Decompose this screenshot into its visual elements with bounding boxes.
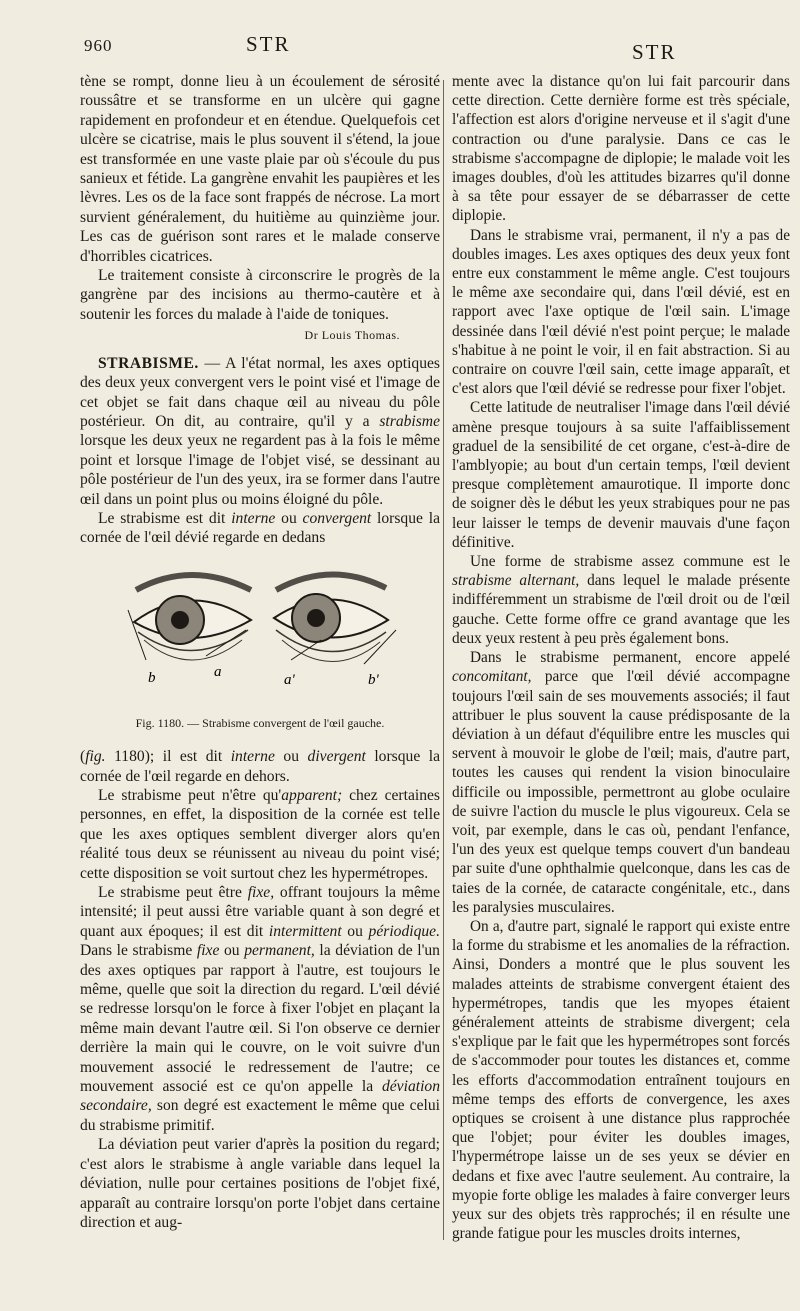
right-eye xyxy=(274,594,388,662)
paragraph: On a, d'autre part, signalé le rapport qui existe entre la forme du strabisme et les anomalies de la réfraction. Ainsi, Donders a montré que le plus souvent les malades atteints de strabisme convergent étaient des hypermétropes, tandis que les myopes étaient généralement atteints de strabisme divergent; cela s'explique par le fait que les hypermétropes sont forcés de s'accommoder pour toutes les distances et, comme les efforts d'accommodation entraînent toujours en même temps des efforts de convergence, les axes optiques se croisent à une distance plus rapprochée que l'objet; pour éviter les doubles images, l'hypermétrope laisse un de ses yeux se dévier en dedans et fixe avec l'autre seulement. Au contraire, la myopie forte oblige les malades à faire converger leurs yeux sur des objets très rapprochés; il en résulte une grande fatigue pour les muscles droits internes, xyxy=(452,917,790,1243)
column-rule xyxy=(443,80,444,1240)
running-head xyxy=(0,32,800,62)
eyes-illustration xyxy=(116,560,406,710)
paragraph: Le strabisme est dit interne ou convergent lorsque la cornée de l'œil dévié regarde en dedans xyxy=(80,509,440,547)
author-signature: Dr Louis Thomas. xyxy=(304,328,400,343)
paragraph: Cette latitude de neutraliser l'image dans l'œil dévié amène presque toujours à sa suite l'affaiblissement graduel de la sensibilité de cet organe, c'est-à-dire de l'amblyopie; au bout d'un certain temps, l'œil devient presque complètement amaurotique. Il importe donc de soigner dès le début les yeux strabiques pour ne pas leur laisser le temps de devenir mauvais d'une façon définitive. xyxy=(452,399,790,551)
entry-title: STRABISME. xyxy=(98,354,199,372)
paragraph: Le strabisme peut être fixe, offrant toujours la même intensité; il peut aussi être variable quant à son degré et quant aux époques; il est dit intermittent ou périodique. Dans le strabisme fixe ou permanent, la déviation de l'un des axes optiques par rapport à l'autre, est toujours le même, quelle que soit la direction du regard. L'œil dévié se redresse lorsqu'on le force à fixer l'objet en plaçant la même main devant l'autre œil. Si l'on observe ce dernier derrière la main qui le couvre, on le voit suivre d'un mouvement associé le redressement de l'autre; ce mouvement associé est ce qu'on appelle la déviation secondaire, son degré est exactement le même que celui du strabisme primitif. xyxy=(80,884,440,1134)
paragraph: tène se rompt, donne lieu à un écoulement de sérosité roussâtre et se transforme en un ulcère qui gagne rapidement en profondeur et en étendue. Quelquefois cet ulcère se cicatrise, mais le plus souvent il s'étend, la joue est transformée en une vaste plaie par où s'écoule du pus sanieux et fétide. La gangrène envahit les paupières et les lèvres. Les os de la face sont frappés de nécrose. La mort survient généralement, du huitième au quinzième jour. Les cas de guérison sont rares et le malade conserve d'horribles cicatrices. xyxy=(80,73,440,265)
paragraph: Le traitement consiste à circonscrire le progrès de la gangrène par des incisions au thermo-cautère et à soutenir les forces du malade à l'aide de toniques. xyxy=(80,267,440,323)
paragraph: La déviation peut varier d'après la position du regard; c'est alors le strabisme à angle variable dans lequel la déviation, nulle pour certaines positions de l'objet fixé, apparaît au contraire lorsqu'on porte l'objet dans certaine direction et aug- xyxy=(80,1136,440,1231)
figure-label-b: b xyxy=(148,669,156,686)
left-column xyxy=(80,72,440,1232)
figure-label-b-prime: b' xyxy=(368,671,379,688)
paragraph: Dans le strabisme permanent, encore appelé concomitant, parce que l'œil dévié accompagne toujours l'œil sain de ses mouvements associés; il faut attribuer le plus souvent la cause prédisposante de la déviation à un défaut d'équilibre entre les muscles qui servent à mouvoir le globe de l'œil; mais, d'autre part, toutes les causes qui rendent la vision binoculaire difficile ou impossible, permettront au globe oculaire de suivre l'action du muscle le plus vigoureux. Cela se voit, par exemple, dans le cas où, pendant l'enfance, l'un des yeux est quelque temps couvert d'un bandeau par suite d'une ophthalmie quelconque, dans les cas de taies de la cornée, de cataracte congénitale, etc., dans les paralysies musculaires. xyxy=(452,649,790,916)
page-number: 960 xyxy=(84,36,113,55)
figure-eyes xyxy=(80,560,440,710)
paragraph: Le strabisme peut n'être qu'apparent; chez certaines personnes, en effet, la disposition de la cornée est telle que les axes optiques semblent diverger alors qu'en réalité tous deux se réunissent au niveau du point visé; cette disposition se voit surtout chez les hypermétropes. xyxy=(80,786,440,882)
figure-label-a: a xyxy=(214,663,222,680)
right-column xyxy=(452,72,790,1243)
running-head-left: STR xyxy=(246,32,291,56)
paragraph: Dans le strabisme vrai, permanent, il n'y a pas de doubles images. Les axes optiques des deux yeux font entre eux constamment le même angle. C'est toujours le même axe secondaire qui, dans l'œil dévié, est en rapport avec l'axe optique de l'œil sain. L'image dessinée dans l'œil dévié n'est point perçue; le malade s'habitue à ne point le voir, il en fait abstraction. Si au contraire on couvre l'œil sain, cette image apparaît, et c'est alors que l'œil dévié se redresse pour fixer l'objet. xyxy=(452,226,790,398)
figure-label-a-prime: a' xyxy=(284,671,295,688)
left-eye xyxy=(134,596,251,660)
figure-caption: Fig. 1180. — Strabisme convergent de l'œil gauche. xyxy=(135,715,385,730)
entry-paragraph: STRABISME. — A l'état normal, les axes optiques des deux yeux convergent vers le point visé et l'image de cet objet se fait dans chaque œil au niveau du pôle postérieur. On dit, au contraire, qu'il y a strabisme lorsque les deux yeux ne regardent pas à la fois le même point et lorsque l'image de l'objet visé, se dessinant au pôle postérieur de l'un des yeux, ira se former dans l'autre œil dans un point plus ou moins éloigné du pôle. xyxy=(80,354,440,508)
running-head-right: STR xyxy=(632,40,677,64)
paragraph: mente avec la distance qu'on lui fait parcourir dans cette direction. Cette dernière forme est très spéciale, l'affection est alors d'origine nerveuse et il s'agit d'une contraction ou d'une paralysie. Dans ce cas le strabisme s'accompagne de diplopie; le malade voit les images doubles, d'où les attitudes bizarres qu'il donne à sa tête pour essayer de se débarrasser de cette diplopie. xyxy=(452,73,790,225)
paragraph: (fig. 1180); il est dit interne ou divergent lorsque la cornée de l'œil regarde en dehors. xyxy=(80,748,441,785)
paragraph: Une forme de strabisme assez commune est le strabisme alternant, dans lequel le malade présente indifféremment un strabisme de l'œil droit ou de l'œil gauche. Cette forme offre ce grand avantage que les deux yeux restent à peu près également bons. xyxy=(452,553,790,647)
